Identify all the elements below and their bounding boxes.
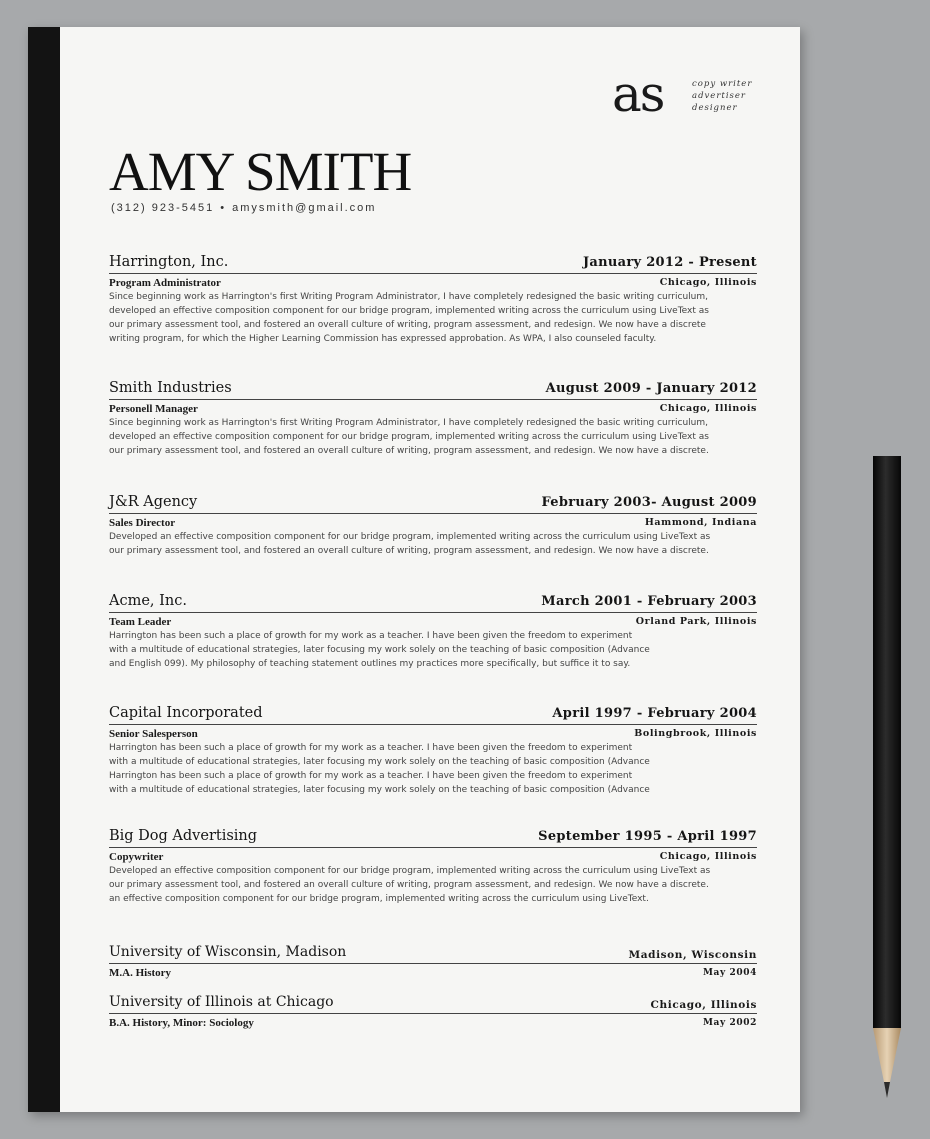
description-line: Since beginning work as Harrington's first Writing Program Administrator, I have completely redesigned the basic writing curriculum, xyxy=(109,292,708,302)
school-location: Madison, Wisconsin xyxy=(628,949,757,961)
job-entry xyxy=(109,592,757,671)
role-item: advertiser xyxy=(692,91,746,101)
graduation-date: May 2002 xyxy=(702,1018,757,1028)
description-line: our primary assessment tool, and fostered an overall culture of writing, program assessment, and redesign. We now have a discrete. xyxy=(109,446,709,456)
description-line: with a multitude of educational strategies, later focusing my work solely on the teaching of basic composition (Advance xyxy=(109,645,650,655)
job-entry xyxy=(109,827,757,906)
graduation-date: May 2004 xyxy=(702,968,757,978)
phone-number: (312) 923-5451 xyxy=(111,202,215,214)
black-side-strip xyxy=(28,27,60,1112)
role-item: copy writer xyxy=(692,79,753,89)
job-description xyxy=(109,864,757,906)
description-line: an effective composition component for our bridge program, implemented writing across the curriculum using LiveText. xyxy=(109,894,649,904)
job-location: Orland Park, Illinois xyxy=(635,616,757,627)
job-description xyxy=(109,741,757,797)
monogram-logo: as xyxy=(612,65,664,123)
job-entry xyxy=(109,493,757,558)
description-line: Harrington has been such a place of growth for my work as a teacher. I have been given the freedom to experiment xyxy=(109,771,633,781)
job-title: Senior Salesperson xyxy=(109,728,198,740)
company-name: Acme, Inc. xyxy=(109,593,187,609)
resume-sheet xyxy=(28,27,800,1112)
description-line: our primary assessment tool, and fostered an overall culture of writing, program assessment, and redesign. We now have a discrete. xyxy=(109,546,709,556)
description-line: Developed an effective composition component for our bridge program, implemented writing across the curriculum using LiveText as xyxy=(109,866,711,876)
job-description xyxy=(109,290,757,346)
description-line: Developed an effective composition component for our bridge program, implemented writing across the curriculum using LiveText as xyxy=(109,532,711,542)
company-name: Capital Incorporated xyxy=(109,705,263,721)
degree: M.A. History xyxy=(109,967,172,979)
job-entry xyxy=(109,379,757,458)
description-line: and English 099). My philosophy of teaching statement outlines my practices more specifically, but suffice it to say. xyxy=(109,659,631,669)
job-location: Chicago, Illinois xyxy=(659,277,757,288)
job-dates: February 2003- August 2009 xyxy=(541,495,757,510)
job-dates: March 2001 - February 2003 xyxy=(541,594,757,609)
job-location: Bolingbrook, Illinois xyxy=(634,728,757,739)
pencil-illustration xyxy=(872,456,902,1098)
description-line: Since beginning work as Harrington's first Writing Program Administrator, I have completely redesigned the basic writing curriculum, xyxy=(109,418,708,428)
job-description xyxy=(109,530,757,558)
education-entry xyxy=(109,993,757,1030)
job-title: Copywriter xyxy=(109,851,164,863)
description-line: Harrington has been such a place of growth for my work as a teacher. I have been given the freedom to experiment xyxy=(109,631,633,641)
description-line: with a multitude of educational strategies, later focusing my work solely on the teaching of basic composition (Advance xyxy=(109,785,650,795)
job-dates: January 2012 - Present xyxy=(582,255,757,270)
role-item: designer xyxy=(692,103,738,113)
description-line: with a multitude of educational strategies, later focusing my work solely on the teaching of basic composition (Advance xyxy=(109,757,650,767)
degree: B.A. History, Minor: Sociology xyxy=(109,1017,254,1029)
description-line: our primary assessment tool, and fostered an overall culture of writing, program assessment, and redesign. We now have a discrete xyxy=(109,320,706,330)
description-line: our primary assessment tool, and fostered an overall culture of writing, program assessment, and redesign. We now have a discrete. xyxy=(109,880,709,890)
description-line: writing program, for which the Higher Learning Commission has expressed approbation. As WPA, I also counseled faculty. xyxy=(109,334,657,344)
job-description xyxy=(109,416,757,458)
job-dates: September 1995 - April 1997 xyxy=(538,829,757,844)
job-entry xyxy=(109,704,757,797)
description-line: Harrington has been such a place of growth for my work as a teacher. I have been given the freedom to experiment xyxy=(109,743,633,753)
roles-list xyxy=(692,78,764,114)
school-name: University of Illinois at Chicago xyxy=(109,994,334,1010)
school-name: University of Wisconsin, Madison xyxy=(109,944,347,960)
candidate-name: AMY SMITH xyxy=(109,141,412,202)
job-title: Team Leader xyxy=(109,616,172,628)
company-name: Big Dog Advertising xyxy=(109,828,258,844)
job-title: Sales Director xyxy=(109,517,176,529)
description-line: developed an effective composition component for our bridge program, implemented writing across the curriculum using LiveText as xyxy=(109,306,709,316)
job-dates: August 2009 - January 2012 xyxy=(545,381,757,396)
job-entry xyxy=(109,253,757,346)
description-line: developed an effective composition component for our bridge program, implemented writing across the curriculum using LiveText as xyxy=(109,432,709,442)
school-location: Chicago, Illinois xyxy=(650,999,757,1011)
contact-line xyxy=(111,202,376,214)
company-name: Harrington, Inc. xyxy=(109,254,229,270)
email-address: amysmith@gmail.com xyxy=(232,202,377,214)
job-location: Hammond, Indiana xyxy=(644,517,757,528)
job-title: Program Administrator xyxy=(109,277,221,289)
job-title: Personell Manager xyxy=(109,403,198,415)
job-location: Chicago, Illinois xyxy=(659,403,757,414)
contact-separator: • xyxy=(220,202,227,214)
job-dates: April 1997 - February 2004 xyxy=(552,706,757,721)
education-entry xyxy=(109,943,757,980)
job-location: Chicago, Illinois xyxy=(659,851,757,862)
job-description xyxy=(109,629,757,671)
company-name: J&R Agency xyxy=(109,494,198,510)
company-name: Smith Industries xyxy=(109,380,232,396)
